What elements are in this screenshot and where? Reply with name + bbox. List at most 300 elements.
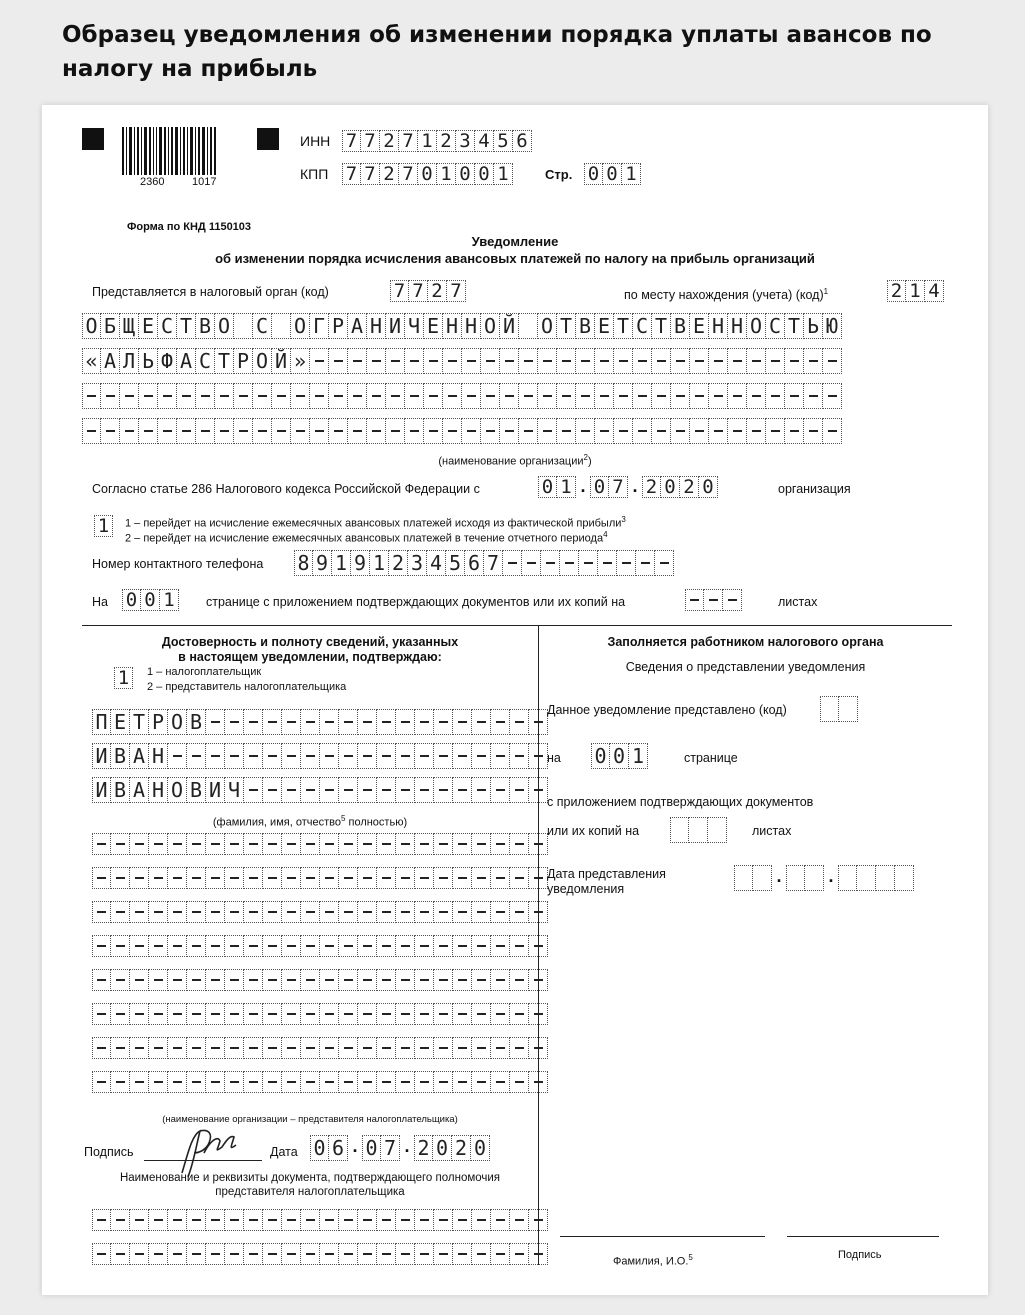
form-cell[interactable] (510, 777, 529, 803)
form-cell[interactable] (272, 418, 291, 444)
form-cell[interactable] (301, 1003, 320, 1025)
form-cell[interactable]: 7 (399, 130, 418, 152)
form-cell[interactable] (139, 418, 158, 444)
form-cell[interactable]: 0 (471, 1135, 490, 1161)
form-cell[interactable]: Р (329, 313, 348, 339)
form-cell[interactable] (234, 418, 253, 444)
form-cell[interactable]: Л (120, 348, 139, 374)
form-cell[interactable] (301, 1037, 320, 1059)
form-cell[interactable] (443, 383, 462, 409)
form-cell[interactable] (434, 1209, 453, 1231)
form-cell[interactable] (472, 1209, 491, 1231)
form-cell[interactable] (111, 1243, 130, 1265)
form-cell[interactable]: В (576, 313, 595, 339)
form-cell[interactable] (671, 348, 690, 374)
form-cell[interactable] (282, 709, 301, 735)
page-number-cells[interactable] (584, 163, 641, 185)
form-cell[interactable] (839, 696, 858, 722)
signature-date-month[interactable] (362, 1135, 400, 1161)
form-cell[interactable]: 4 (427, 550, 446, 576)
form-cell[interactable] (225, 969, 244, 991)
form-cell[interactable] (500, 383, 519, 409)
form-cell[interactable] (415, 709, 434, 735)
form-cell[interactable] (367, 348, 386, 374)
form-cell[interactable] (415, 969, 434, 991)
form-cell[interactable] (434, 901, 453, 923)
location-code-cells[interactable] (887, 280, 944, 302)
form-cell[interactable]: П (92, 709, 111, 735)
form-cell[interactable] (434, 1003, 453, 1025)
form-cell[interactable]: « (82, 348, 101, 374)
form-cell[interactable]: И (386, 313, 405, 339)
form-cell[interactable]: О (481, 313, 500, 339)
form-cell[interactable] (472, 1071, 491, 1093)
form-cell[interactable]: 2 (380, 163, 399, 185)
form-cell[interactable]: В (187, 709, 206, 735)
form-cell[interactable] (453, 1071, 472, 1093)
form-cell[interactable] (111, 935, 130, 957)
form-cell[interactable] (282, 867, 301, 889)
form-cell[interactable] (396, 969, 415, 991)
form-cell[interactable] (358, 1003, 377, 1025)
form-cell[interactable] (472, 1037, 491, 1059)
form-cell[interactable] (130, 1003, 149, 1025)
form-cell[interactable] (481, 418, 500, 444)
form-cell[interactable] (120, 383, 139, 409)
form-cell[interactable] (529, 969, 548, 991)
form-cell[interactable] (282, 1243, 301, 1265)
form-cell[interactable] (130, 1209, 149, 1231)
form-cell[interactable] (472, 1003, 491, 1025)
form-cell[interactable]: 2 (437, 130, 456, 152)
form-cell[interactable] (415, 901, 434, 923)
form-cell[interactable] (168, 1209, 187, 1231)
form-cell[interactable] (130, 1037, 149, 1059)
form-cell[interactable] (244, 935, 263, 957)
form-cell[interactable] (339, 709, 358, 735)
submission-date[interactable] (734, 865, 914, 891)
form-cell[interactable] (633, 418, 652, 444)
form-cell[interactable] (168, 901, 187, 923)
form-cell[interactable]: 0 (603, 163, 622, 185)
form-cell[interactable] (149, 935, 168, 957)
form-cell[interactable] (253, 383, 272, 409)
form-cell[interactable]: 1 (622, 163, 641, 185)
form-cell[interactable] (310, 348, 329, 374)
form-cell[interactable] (519, 383, 538, 409)
form-cell[interactable] (519, 313, 538, 339)
form-cell[interactable] (206, 969, 225, 991)
form-cell[interactable]: И (92, 777, 111, 803)
form-cell[interactable] (320, 833, 339, 855)
rep-org-row[interactable] (92, 867, 548, 889)
transition-choice-cell[interactable] (94, 515, 113, 537)
form-cell[interactable] (149, 1037, 168, 1059)
form-cell[interactable] (149, 833, 168, 855)
form-cell[interactable] (671, 383, 690, 409)
form-cell[interactable] (339, 901, 358, 923)
form-cell[interactable] (704, 589, 723, 611)
signature-date-year[interactable] (414, 1135, 490, 1161)
form-cell[interactable] (168, 969, 187, 991)
form-cell[interactable] (472, 867, 491, 889)
form-cell[interactable] (206, 1037, 225, 1059)
form-cell[interactable]: Т (557, 313, 576, 339)
form-cell[interactable] (301, 743, 320, 769)
signature-date[interactable] (310, 1135, 490, 1161)
form-cell[interactable] (529, 833, 548, 855)
form-cell[interactable]: В (187, 777, 206, 803)
form-cell[interactable]: 6 (329, 1135, 348, 1161)
form-cell[interactable] (282, 901, 301, 923)
form-cell[interactable] (282, 833, 301, 855)
form-cell[interactable] (168, 935, 187, 957)
form-cell[interactable] (434, 969, 453, 991)
form-cell[interactable]: В (111, 743, 130, 769)
form-cell[interactable] (187, 867, 206, 889)
form-cell[interactable]: Т (785, 313, 804, 339)
form-cell[interactable] (244, 1037, 263, 1059)
form-cell[interactable]: 0 (699, 476, 718, 498)
form-cell[interactable] (339, 777, 358, 803)
form-cell[interactable] (529, 1243, 548, 1265)
form-cell[interactable] (538, 418, 557, 444)
form-cell[interactable]: О (291, 313, 310, 339)
form-cell[interactable] (424, 383, 443, 409)
form-cell[interactable] (396, 709, 415, 735)
form-cell[interactable] (377, 743, 396, 769)
form-cell[interactable] (472, 833, 491, 855)
form-cell[interactable] (595, 418, 614, 444)
form-cell[interactable]: С (766, 313, 785, 339)
form-cell[interactable] (168, 1037, 187, 1059)
form-cell[interactable] (804, 348, 823, 374)
form-cell[interactable] (685, 589, 704, 611)
submission-date-year[interactable] (838, 865, 914, 891)
form-cell[interactable] (101, 418, 120, 444)
form-cell[interactable] (320, 1209, 339, 1231)
article-date-month[interactable] (590, 476, 628, 501)
form-cell[interactable] (301, 867, 320, 889)
form-cell[interactable] (348, 348, 367, 374)
form-cell[interactable]: 1 (494, 163, 513, 185)
kpp-cells[interactable] (342, 163, 513, 185)
form-cell[interactable] (187, 1003, 206, 1025)
form-cell[interactable]: С (633, 313, 652, 339)
form-cell[interactable] (263, 777, 282, 803)
form-cell[interactable]: О (253, 348, 272, 374)
form-cell[interactable] (282, 1037, 301, 1059)
form-cell[interactable]: 5 (494, 130, 513, 152)
form-cell[interactable] (386, 348, 405, 374)
form-cell[interactable] (560, 550, 579, 576)
form-cell[interactable] (823, 418, 842, 444)
form-cell[interactable]: 0 (418, 163, 437, 185)
form-cell[interactable]: 9 (313, 550, 332, 576)
form-cell[interactable] (510, 1209, 529, 1231)
form-cell[interactable] (785, 418, 804, 444)
form-cell[interactable]: 0 (141, 589, 160, 611)
form-cell[interactable] (636, 550, 655, 576)
form-cell[interactable] (462, 348, 481, 374)
form-cell[interactable]: 3 (408, 550, 427, 576)
form-cell[interactable] (244, 969, 263, 991)
form-cell[interactable] (472, 743, 491, 769)
form-cell[interactable] (149, 1243, 168, 1265)
form-cell[interactable] (358, 777, 377, 803)
form-cell[interactable] (92, 1071, 111, 1093)
form-cell[interactable] (320, 901, 339, 923)
form-cell[interactable] (225, 743, 244, 769)
form-cell[interactable]: 1 (370, 550, 389, 576)
form-cell[interactable] (529, 935, 548, 957)
form-cell[interactable] (576, 418, 595, 444)
form-cell[interactable] (339, 969, 358, 991)
form-cell[interactable] (396, 935, 415, 957)
form-cell[interactable] (168, 1003, 187, 1025)
form-cell[interactable] (149, 1003, 168, 1025)
form-cell[interactable] (282, 1209, 301, 1231)
form-cell[interactable] (415, 1003, 434, 1025)
form-cell[interactable] (206, 833, 225, 855)
form-cell[interactable]: О (82, 313, 101, 339)
form-cell[interactable] (358, 1037, 377, 1059)
form-cell[interactable] (377, 1243, 396, 1265)
form-cell[interactable]: А (101, 348, 120, 374)
form-cell[interactable]: О (747, 313, 766, 339)
form-cell[interactable]: 2 (389, 550, 408, 576)
form-cell[interactable]: 0 (362, 1135, 381, 1161)
form-cell[interactable]: 0 (590, 476, 609, 498)
form-cell[interactable]: Е (690, 313, 709, 339)
form-cell[interactable] (225, 935, 244, 957)
form-cell[interactable] (358, 1209, 377, 1231)
form-cell[interactable] (329, 383, 348, 409)
form-cell[interactable]: О (168, 777, 187, 803)
form-cell[interactable] (339, 1037, 358, 1059)
form-cell[interactable] (405, 348, 424, 374)
form-cell[interactable] (206, 901, 225, 923)
form-cell[interactable]: 9 (351, 550, 370, 576)
form-cell[interactable] (709, 383, 728, 409)
form-cell[interactable] (538, 348, 557, 374)
form-cell[interactable] (339, 1071, 358, 1093)
form-cell[interactable] (244, 1243, 263, 1265)
form-cell[interactable] (244, 1209, 263, 1231)
form-cell[interactable] (206, 867, 225, 889)
form-cell[interactable] (329, 348, 348, 374)
form-cell[interactable] (415, 867, 434, 889)
form-cell[interactable] (177, 418, 196, 444)
form-cell[interactable] (206, 743, 225, 769)
form-cell[interactable] (320, 743, 339, 769)
form-cell[interactable] (244, 709, 263, 735)
form-cell[interactable] (244, 901, 263, 923)
form-cell[interactable] (434, 833, 453, 855)
form-cell[interactable] (728, 383, 747, 409)
form-cell[interactable] (244, 1003, 263, 1025)
form-cell[interactable] (491, 1243, 510, 1265)
rep-org-row[interactable] (92, 833, 548, 855)
form-cell[interactable]: Н (728, 313, 747, 339)
form-cell[interactable] (529, 1003, 548, 1025)
form-cell[interactable] (522, 550, 541, 576)
form-cell[interactable] (557, 383, 576, 409)
form-cell[interactable] (510, 833, 529, 855)
form-cell[interactable] (434, 1243, 453, 1265)
form-cell[interactable] (510, 901, 529, 923)
form-cell[interactable] (690, 383, 709, 409)
form-cell[interactable]: Н (709, 313, 728, 339)
form-cell[interactable] (149, 969, 168, 991)
form-cell[interactable] (396, 1209, 415, 1231)
form-cell[interactable] (206, 1243, 225, 1265)
form-cell[interactable] (529, 901, 548, 923)
form-cell[interactable] (215, 418, 234, 444)
form-cell[interactable] (510, 935, 529, 957)
form-cell[interactable] (510, 1071, 529, 1093)
form-cell[interactable] (187, 935, 206, 957)
form-cell[interactable] (301, 935, 320, 957)
form-cell[interactable]: 7 (399, 163, 418, 185)
form-cell[interactable]: 1 (557, 476, 576, 498)
form-cell[interactable] (377, 969, 396, 991)
form-cell[interactable]: 7 (342, 130, 361, 152)
form-cell[interactable] (823, 383, 842, 409)
form-cell[interactable] (187, 1037, 206, 1059)
form-cell[interactable] (690, 418, 709, 444)
form-cell[interactable]: Н (462, 313, 481, 339)
form-cell[interactable] (348, 418, 367, 444)
form-cell[interactable] (453, 1243, 472, 1265)
form-cell[interactable] (291, 418, 310, 444)
form-cell[interactable] (415, 1037, 434, 1059)
form-cell[interactable] (805, 865, 824, 891)
form-cell[interactable]: Й (500, 313, 519, 339)
form-cell[interactable] (510, 743, 529, 769)
form-cell[interactable]: 0 (475, 163, 494, 185)
form-cell[interactable] (396, 777, 415, 803)
form-cell[interactable] (187, 1071, 206, 1093)
form-cell[interactable]: Ч (405, 313, 424, 339)
form-cell[interactable] (434, 709, 453, 735)
form-cell[interactable] (301, 1071, 320, 1093)
form-cell[interactable] (111, 1003, 130, 1025)
form-cell[interactable] (472, 1243, 491, 1265)
form-cell[interactable] (282, 1003, 301, 1025)
form-cell[interactable] (503, 550, 522, 576)
form-cell[interactable] (149, 1209, 168, 1231)
form-cell[interactable] (111, 1209, 130, 1231)
rep-org-row[interactable] (92, 1003, 548, 1025)
form-cell[interactable]: 0 (122, 589, 141, 611)
form-cell[interactable] (823, 348, 842, 374)
form-cell[interactable] (747, 418, 766, 444)
form-cell[interactable] (785, 348, 804, 374)
form-cell[interactable] (747, 348, 766, 374)
form-cell[interactable]: Н (443, 313, 462, 339)
form-cell[interactable]: 7 (447, 280, 466, 302)
form-cell[interactable] (614, 348, 633, 374)
form-cell[interactable]: 0 (591, 743, 610, 769)
form-cell[interactable] (168, 1243, 187, 1265)
form-cell[interactable] (557, 348, 576, 374)
form-cell[interactable]: О (168, 709, 187, 735)
form-cell[interactable] (579, 550, 598, 576)
rep-org-row[interactable] (92, 1037, 548, 1059)
form-cell[interactable] (358, 743, 377, 769)
form-cell[interactable] (472, 969, 491, 991)
rep-org-row[interactable] (92, 969, 548, 991)
form-cell[interactable]: Т (614, 313, 633, 339)
form-cell[interactable]: Б (101, 313, 120, 339)
form-cell[interactable]: 4 (475, 130, 494, 152)
form-cell[interactable] (82, 418, 101, 444)
form-cell[interactable] (766, 418, 785, 444)
form-cell[interactable] (206, 935, 225, 957)
form-cell[interactable]: Г (310, 313, 329, 339)
rep-org-row[interactable] (92, 935, 548, 957)
form-cell[interactable] (472, 935, 491, 957)
form-cell[interactable]: С (253, 313, 272, 339)
form-cell[interactable] (689, 817, 708, 843)
form-cell[interactable] (576, 383, 595, 409)
form-cell[interactable]: 1 (629, 743, 648, 769)
form-cell[interactable] (529, 743, 548, 769)
form-cell[interactable] (158, 418, 177, 444)
form-cell[interactable]: 2 (414, 1135, 433, 1161)
form-cell[interactable] (491, 901, 510, 923)
form-cell[interactable]: 1 (437, 163, 456, 185)
form-cell[interactable] (529, 1209, 548, 1231)
form-cell[interactable] (424, 348, 443, 374)
form-cell[interactable] (541, 550, 560, 576)
form-cell[interactable]: 7 (609, 476, 628, 498)
form-cell[interactable] (519, 418, 538, 444)
form-cell[interactable] (177, 383, 196, 409)
form-cell[interactable] (472, 901, 491, 923)
pages-cells[interactable] (122, 589, 179, 611)
form-cell[interactable] (130, 1243, 149, 1265)
form-cell[interactable]: 2 (380, 130, 399, 152)
form-cell[interactable] (111, 1071, 130, 1093)
form-cell[interactable] (529, 1071, 548, 1093)
form-cell[interactable] (396, 901, 415, 923)
form-cell[interactable] (481, 348, 500, 374)
form-cell[interactable] (339, 1003, 358, 1025)
article-date-day[interactable] (538, 476, 576, 501)
form-cell[interactable] (510, 709, 529, 735)
form-cell[interactable] (386, 418, 405, 444)
form-cell[interactable] (491, 709, 510, 735)
form-cell[interactable] (130, 969, 149, 991)
form-cell[interactable] (225, 1037, 244, 1059)
form-cell[interactable] (301, 1243, 320, 1265)
form-cell[interactable]: 7 (361, 163, 380, 185)
form-cell[interactable]: 2 (680, 476, 699, 498)
form-cell[interactable] (396, 867, 415, 889)
form-cell[interactable]: Ю (823, 313, 842, 339)
form-cell[interactable] (282, 935, 301, 957)
form-cell[interactable]: Щ (120, 313, 139, 339)
form-cell[interactable] (225, 1003, 244, 1025)
form-cell[interactable] (462, 383, 481, 409)
form-cell[interactable] (187, 901, 206, 923)
form-cell[interactable] (655, 550, 674, 576)
form-cell[interactable] (149, 867, 168, 889)
form-cell[interactable] (272, 383, 291, 409)
form-cell[interactable]: С (158, 313, 177, 339)
